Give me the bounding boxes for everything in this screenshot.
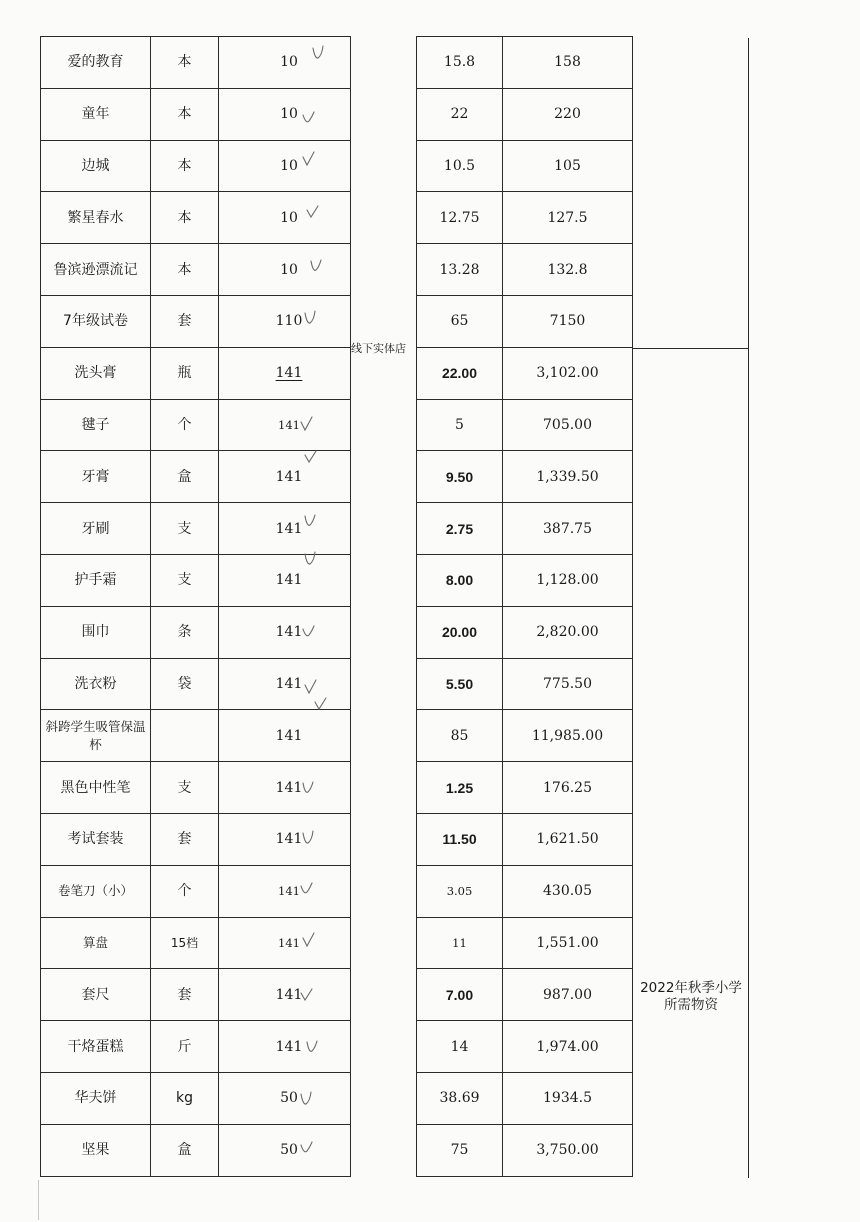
check-mark-icon (301, 151, 315, 167)
unit-price: 10.5 (417, 140, 503, 192)
total-amount: 705.00 (503, 399, 633, 451)
item-row (41, 192, 351, 244)
unit-price: 65 (417, 295, 503, 347)
check-mark-icon (301, 780, 315, 796)
item-quantity-cell (219, 969, 351, 1021)
item-name: 干烙蛋糕 (41, 1021, 151, 1073)
right-border-line (748, 38, 749, 1178)
price-row (417, 917, 633, 969)
check-mark-icon (303, 679, 317, 695)
item-unit: 支 (151, 503, 219, 555)
price-row (417, 192, 633, 244)
unit-price: 2.75 (417, 503, 503, 555)
total-amount: 3,750.00 (503, 1124, 633, 1176)
unit-price: 15.8 (417, 37, 503, 89)
total-amount: 1,339.50 (503, 451, 633, 503)
price-row (417, 37, 633, 89)
item-name: 牙膏 (41, 451, 151, 503)
unit-price: 85 (417, 710, 503, 762)
unit-price: 38.69 (417, 1072, 503, 1124)
item-name: 斜跨学生吸管保温杯 (41, 710, 151, 762)
item-quantity: 141 (278, 935, 300, 950)
item-quantity: 141 (275, 520, 303, 537)
item-row (41, 140, 351, 192)
item-unit: 盒 (151, 1124, 219, 1176)
item-quantity: 10 (280, 54, 298, 71)
item-row (41, 451, 351, 503)
item-quantity-cell (219, 1021, 351, 1073)
total-amount: 220 (503, 88, 633, 140)
price-row (417, 1124, 633, 1176)
price-row (417, 451, 633, 503)
total-amount: 7150 (503, 295, 633, 347)
total-amount: 1934.5 (503, 1072, 633, 1124)
total-amount: 176.25 (503, 762, 633, 814)
item-row (41, 1124, 351, 1176)
item-row (41, 1072, 351, 1124)
price-row (417, 865, 633, 917)
item-row (41, 1021, 351, 1073)
total-amount: 1,551.00 (503, 917, 633, 969)
item-unit: 条 (151, 606, 219, 658)
price-row (417, 1072, 633, 1124)
item-name: 考试套装 (41, 813, 151, 865)
item-row (41, 917, 351, 969)
unit-price: 14 (417, 1021, 503, 1073)
check-mark-icon (299, 880, 313, 896)
item-unit: 支 (151, 554, 219, 606)
unit-price: 7.00 (417, 969, 503, 1021)
check-mark-icon (299, 1139, 313, 1155)
item-row (41, 762, 351, 814)
item-quantity: 141 (275, 468, 303, 485)
check-mark-icon (301, 932, 315, 948)
item-quantity: 141 (275, 1038, 303, 1055)
unit-price: 5.50 (417, 658, 503, 710)
item-row (41, 347, 351, 399)
unit-price: 1.25 (417, 762, 503, 814)
total-amount: 105 (503, 140, 633, 192)
item-quantity-cell (219, 813, 351, 865)
item-unit: 个 (151, 399, 219, 451)
item-unit: 本 (151, 192, 219, 244)
item-name: 爱的教育 (41, 37, 151, 89)
price-row (417, 347, 633, 399)
item-unit: 套 (151, 295, 219, 347)
price-row (417, 244, 633, 296)
price-row (417, 658, 633, 710)
item-quantity: 141 (278, 884, 300, 899)
item-quantity: 10 (280, 261, 298, 278)
check-mark-icon (303, 449, 317, 465)
item-row (41, 88, 351, 140)
price-row (417, 969, 633, 1021)
price-row (417, 295, 633, 347)
item-row (41, 37, 351, 89)
unit-price: 20.00 (417, 606, 503, 658)
item-quantity: 10 (280, 209, 298, 226)
item-quantity: 10 (280, 157, 298, 174)
item-unit: 个 (151, 865, 219, 917)
unit-price: 9.50 (417, 451, 503, 503)
item-row (41, 554, 351, 606)
item-row (41, 813, 351, 865)
purchase-channel: 线下实体店 (351, 342, 406, 355)
item-quantity: 50 (280, 1142, 298, 1159)
item-unit: 支 (151, 762, 219, 814)
item-quantity-cell (219, 762, 351, 814)
item-unit: 15档 (151, 917, 219, 969)
price-row (417, 710, 633, 762)
check-mark-icon (301, 109, 315, 125)
item-quantity: 141 (275, 831, 303, 848)
item-quantity-cell (219, 1124, 351, 1176)
item-name: 洗衣粉 (41, 658, 151, 710)
item-unit: 本 (151, 37, 219, 89)
total-amount: 127.5 (503, 192, 633, 244)
item-quantity-cell (219, 347, 351, 399)
item-quantity-cell (219, 37, 351, 89)
item-name: 牙刷 (41, 503, 151, 555)
check-mark-icon (309, 258, 323, 274)
item-row (41, 295, 351, 347)
price-row (417, 813, 633, 865)
item-unit: 本 (151, 140, 219, 192)
unit-price: 22 (417, 88, 503, 140)
item-name: 鲁滨逊漂流记 (41, 244, 151, 296)
item-name: 7年级试卷 (41, 295, 151, 347)
check-mark-icon (301, 830, 315, 846)
item-name: 童年 (41, 88, 151, 140)
item-name: 华夫饼 (41, 1072, 151, 1124)
item-unit: 套 (151, 813, 219, 865)
item-unit (151, 710, 219, 762)
item-name: 繁星春水 (41, 192, 151, 244)
total-amount: 387.75 (503, 503, 633, 555)
total-amount: 132.8 (503, 244, 633, 296)
item-quantity-cell (219, 244, 351, 296)
total-amount: 11,985.00 (503, 710, 633, 762)
item-quantity: 141 (275, 779, 303, 796)
item-quantity: 141 (275, 675, 303, 692)
price-row (417, 140, 633, 192)
page-edge (38, 1180, 39, 1220)
item-quantity: 50 (280, 1090, 298, 1107)
total-amount: 2,820.00 (503, 606, 633, 658)
check-mark-icon (313, 696, 327, 712)
total-amount: 1,974.00 (503, 1021, 633, 1073)
total-amount: 430.05 (503, 865, 633, 917)
item-row (41, 606, 351, 658)
item-quantity: 110 (275, 313, 303, 330)
unit-price: 3.05 (417, 865, 503, 917)
item-quantity: 141 (275, 624, 303, 641)
item-quantity-cell (219, 606, 351, 658)
item-row (41, 865, 351, 917)
price-row (417, 554, 633, 606)
unit-price: 13.28 (417, 244, 503, 296)
item-name: 洗头膏 (41, 347, 151, 399)
section-divider-line (632, 348, 748, 349)
item-quantity: 141 (275, 727, 303, 744)
check-mark-icon (299, 416, 313, 432)
item-quantity: 141 (275, 365, 303, 382)
total-amount: 775.50 (503, 658, 633, 710)
item-row (41, 710, 351, 762)
price-row (417, 1021, 633, 1073)
item-quantity-cell (219, 88, 351, 140)
item-quantity-cell (219, 917, 351, 969)
item-unit: 盒 (151, 451, 219, 503)
total-amount: 1,128.00 (503, 554, 633, 606)
item-unit: 斤 (151, 1021, 219, 1073)
check-mark-icon (299, 987, 313, 1003)
item-name: 护手霜 (41, 554, 151, 606)
price-row (417, 399, 633, 451)
unit-price: 5 (417, 399, 503, 451)
total-amount: 1,621.50 (503, 813, 633, 865)
price-table (416, 36, 633, 1177)
item-row (41, 503, 351, 555)
check-mark-icon (305, 1039, 319, 1055)
item-unit: 瓶 (151, 347, 219, 399)
check-mark-icon (301, 623, 315, 639)
item-name: 围巾 (41, 606, 151, 658)
item-row (41, 399, 351, 451)
item-quantity: 141 (275, 986, 303, 1003)
item-name: 黑色中性笔 (41, 762, 151, 814)
item-name: 卷笔刀（小） (41, 865, 151, 917)
purpose-label: 2022年秋季小学所需物资 (640, 980, 742, 1013)
total-amount: 987.00 (503, 969, 633, 1021)
unit-price: 12.75 (417, 192, 503, 244)
item-unit: 套 (151, 969, 219, 1021)
item-name: 算盘 (41, 917, 151, 969)
item-name: 边城 (41, 140, 151, 192)
total-amount: 158 (503, 37, 633, 89)
check-mark-icon (305, 204, 319, 220)
item-name: 坚果 (41, 1124, 151, 1176)
item-quantity: 141 (278, 417, 300, 432)
item-quantity-cell (219, 658, 351, 710)
item-quantity-cell (219, 554, 351, 606)
item-quantity-cell (219, 295, 351, 347)
check-mark-icon (303, 310, 317, 326)
unit-price: 11 (417, 917, 503, 969)
item-unit: kg (151, 1072, 219, 1124)
item-unit: 袋 (151, 658, 219, 710)
item-unit: 本 (151, 88, 219, 140)
check-mark-icon (311, 45, 325, 61)
price-row (417, 762, 633, 814)
price-row (417, 88, 633, 140)
unit-price: 11.50 (417, 813, 503, 865)
check-mark-icon (299, 1091, 313, 1107)
item-quantity-cell (219, 710, 351, 762)
item-row (41, 244, 351, 296)
item-row (41, 969, 351, 1021)
unit-price: 22.00 (417, 347, 503, 399)
item-quantity-cell (219, 1072, 351, 1124)
item-quantity-cell (219, 140, 351, 192)
item-quantity-cell (219, 192, 351, 244)
item-quantity-cell (219, 451, 351, 503)
unit-price: 75 (417, 1124, 503, 1176)
unit-price: 8.00 (417, 554, 503, 606)
item-unit: 本 (151, 244, 219, 296)
check-mark-icon (303, 551, 317, 567)
total-amount: 3,102.00 (503, 347, 633, 399)
item-quantity: 141 (275, 572, 303, 589)
item-quantity-cell (219, 865, 351, 917)
check-mark-icon (303, 513, 317, 529)
item-table (40, 36, 351, 1177)
item-quantity-cell (219, 503, 351, 555)
item-name: 套尺 (41, 969, 151, 1021)
item-quantity-cell (219, 399, 351, 451)
price-row (417, 606, 633, 658)
item-quantity: 10 (280, 106, 298, 123)
item-name: 毽子 (41, 399, 151, 451)
item-row (41, 658, 351, 710)
price-row (417, 503, 633, 555)
